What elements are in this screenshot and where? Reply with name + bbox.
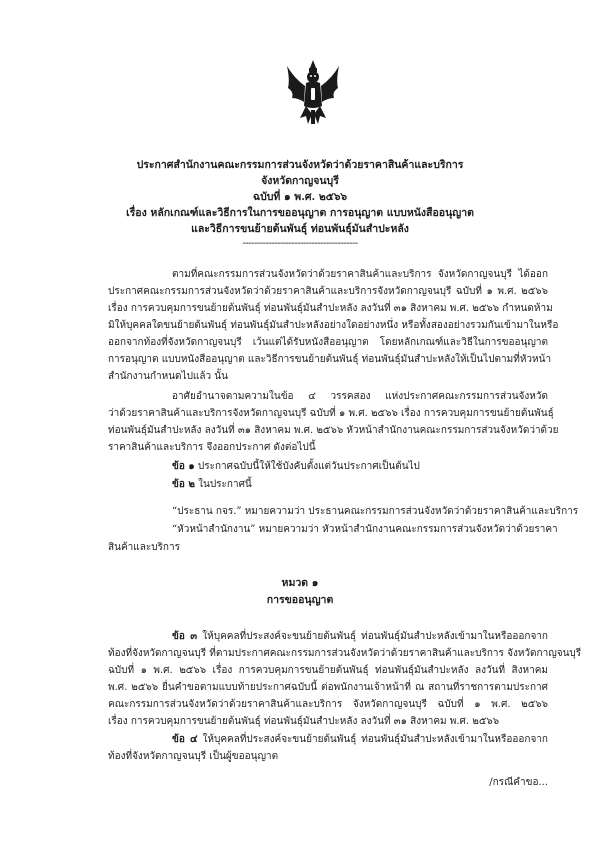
paragraph-2-line: ราคาสินค้าและบริการ จึงออกประกาศ ดังต่อไปนี้ — [108, 442, 316, 453]
clause-3-label: ข้อ ๓ — [172, 631, 198, 642]
paragraph-2-line: ว่าด้วยราคาสินค้าและบริการจังหวัดกาญจนบุรี ฉบับที่ ๑ พ.ศ. ๒๕๖๖ เรื่อง การควบคุมการขนย้ายต้นพันธุ์ — [108, 408, 554, 419]
paragraph-2-line: ท่อนพันธุ์มันสำปะหลัง ลงวันที่ ๓๑ สิงหาคม พ.ศ. ๒๕๖๖ หัวหน้าสำนักงานคณะกรรมการส่วนจังหวัดว่าด้วย — [108, 425, 559, 436]
clause-3-line — [172, 630, 548, 644]
definition-office-head: “หัวหน้าสำนักงาน” หมายความว่า หัวหน้าสำนักงานคณะกรรมการส่วนจังหวัดว่าด้วยราคา — [172, 524, 558, 535]
continuation-marker: /กรณีคำขอ... — [489, 777, 548, 788]
section-title: หมวด ๑ — [281, 577, 319, 589]
clause-3-line: พ.ศ. ๒๕๖๖ ยื่นคำขอตามแบบท้ายประกาศฉบับนี้ ต่อพนักงานเจ้าหน้าที่ ณ สถานที่ราชการตามประกาศ — [108, 682, 548, 693]
clause-3-line: ฉบับที่ ๑ พ.ศ. ๒๕๖๖ เรื่อง การควบคุมการขนย้ายต้นพันธุ์ ท่อนพันธุ์มันสำปะหลัง ลงวันที่ สิงหาคม — [108, 665, 548, 676]
paragraph-1-line: เรื่อง การควบคุมการขนย้ายต้นพันธุ์ ท่อนพันธุ์มันสำปะหลัง ลงวันที่ ๓๑ สิงหาคม พ.ศ. ๒๕๖๖ กำหนดห้าม — [108, 303, 553, 314]
paragraph-1-line: ประกาศคณะกรรมการส่วนจังหวัดว่าด้วยราคาสินค้าและบริการจังหวัดกาญจนบุรี ฉบับที่ ๑ พ.ศ. ๒๕๖๖ — [108, 286, 548, 297]
clause-1-text: ประกาศฉบับนี้ให้ใช้บังคับตั้งแต่วันประกาศเป็นต้นไป — [197, 461, 420, 472]
section-subtitle: การขออนุญาต — [266, 594, 334, 606]
clause-3-line: เรื่อง การควบคุมการขนย้ายต้นพันธุ์ ท่อนพันธุ์มันสำปะหลัง ลงวันที่ ๓๑ สิงหาคม พ.ศ. ๒๕๖๖ — [108, 716, 500, 727]
subject-line-2: และวิธีการขนย้ายต้นพันธุ์ ท่อนพันธุ์มันสำปะหลัง — [191, 223, 409, 235]
garuda-emblem-icon — [284, 58, 342, 128]
clause-3-line: ท้องที่จังหวัดกาญจนบุรี ที่ตามประกาศคณะกรรมการส่วนจังหวัดว่าด้วยราคาสินค้าและบริการ จังหวัดกาญจนบุรี — [108, 648, 582, 659]
issue-number: ฉบับที่ ๑ พ.ศ. ๒๕๖๖ — [252, 191, 348, 203]
clause-4-line — [172, 733, 548, 747]
clause-3-text: ให้บุคคลที่ประสงค์จะขนย้ายต้นพันธุ์ ท่อนพันธุ์มันสำปะหลังเข้ามาในหรือออกจาก — [202, 631, 548, 642]
definition-chairman: “ประธาน กจร.” หมายความว่า ประธานคณะกรรมการส่วนจังหวัดว่าด้วยราคาสินค้าและบริการ — [172, 506, 579, 517]
paragraph-1-line: สำนักงานกำหนดไปแล้ว นั้น — [108, 371, 228, 382]
paragraph-1-line: มิให้บุคคลใดขนย้ายต้นพันธุ์ ท่อนพันธุ์มันสำปะหลังอย่างใดอย่างหนึ่ง หรือทั้งสองอย่างรวมกันเข้ามาในหรือ — [108, 320, 559, 331]
clause-3-line: คณะกรรมการส่วนจังหวัดว่าด้วยราคาสินค้าและบริการ จังหวัดกาญจนบุรี ฉบับที่ ๑ พ.ศ. ๒๕๖๖ — [108, 699, 548, 710]
clause-2-text: ในประกาศนี้ — [198, 479, 252, 490]
clause-2 — [172, 478, 252, 492]
clause-1-label: ข้อ ๑ — [172, 461, 195, 472]
clause-4-label: ข้อ ๔ — [172, 734, 198, 745]
paragraph-1-line: การอนุญาต แบบหนังสืออนุญาต และวิธีการขนย้ายต้นพันธุ์ ท่อนพันธุ์มันสำปะหลังให้เป็นไปตามที่หัวหน้า — [108, 354, 552, 365]
clause-2-label: ข้อ ๒ — [172, 479, 195, 490]
clause-4-text: ให้บุคคลที่ประสงค์จะขนย้ายต้นพันธุ์ ท่อนพันธุ์มันสำปะหลังเข้ามาในหรือออกจาก — [202, 734, 548, 745]
paragraph-1-line: ตามที่คณะกรรมการส่วนจังหวัดว่าด้วยราคาสินค้าและบริการ จังหวัดกาญจนบุรี ได้ออก — [172, 269, 548, 280]
header-separator: ---------------------------------------- — [242, 238, 358, 249]
clause-1 — [172, 460, 420, 474]
paragraph-2-line: อาศัยอำนาจตามความในข้อ ๔ วรรคสอง แห่งประกาศคณะกรรมการส่วนจังหวัด — [172, 391, 548, 402]
clause-4-line: ท้องที่จังหวัดกาญจนบุรี เป็นผู้ขออนุญาต — [108, 751, 279, 762]
announcement-title: ประกาศสำนักงานคณะกรรมการส่วนจังหวัดว่าด้วยราคาสินค้าและบริการ — [136, 159, 464, 171]
definition-office-head-cont: สินค้าและบริการ — [108, 542, 180, 553]
province-title: จังหวัดกาญจนบุรี — [261, 175, 339, 187]
subject-line-1: เรื่อง หลักเกณฑ์และวิธีการในการขออนุญาต การอนุญาต แบบหนังสืออนุญาต — [126, 207, 474, 219]
paragraph-1-line: ออกจากท้องที่จังหวัดกาญจนบุรี เว้นแต่ได้รับหนังสืออนุญาต โดยหลักเกณฑ์และวิธีในการขออนุญาต — [108, 337, 548, 348]
